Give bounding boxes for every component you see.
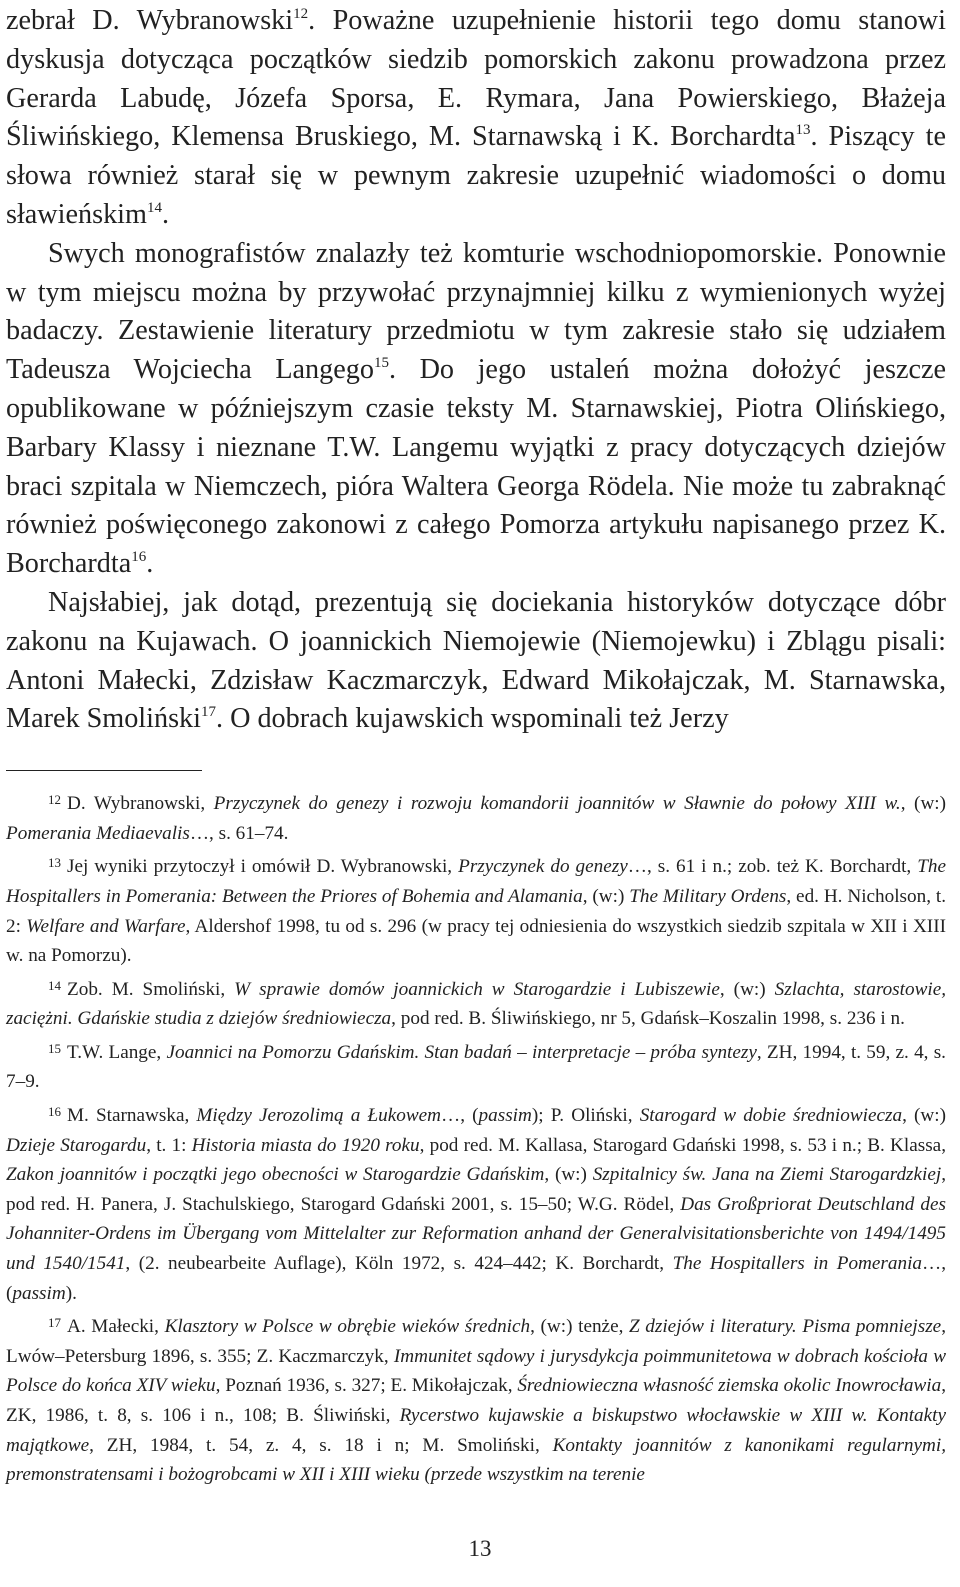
footnote-14: $^{14}$ Zob. M. Smoliński, W sprawie domów joannickich w Starogardzie i Lubiszewie, (w:) Szlachta, starostowie, zaciężni. Gdańskie studia z dziejów średniowiecza, pod red. B. Śliwińskiego, nr 5, Gdańsk–Koszalin 1998, s. 236 i n.: [6, 977, 947, 1030]
footnote-separator: [6, 770, 202, 771]
footnote-16: $^{16}$ M. Starnawska, Między Jerozolimą a Łukowem…, (passim); P. Oliński, Starogard w dobie średniowiecza, (w:) Dzieje Starogardu, t. 1: Historia miasta do 1920 roku, pod red. M. Kallasa, Starogard Gdański 1998, s. 53 i n.; B. Klassa, Zakon joannitów i początki jego obecności w Starogardzie Gdańskim, (w:) Szpitalnicy św. Jana na Ziemi Starogardzkiej, pod red. H. Panera, J. Stachulskiego, Starogard Gdański 2001, s. 15–50; W.G. Rödel, Das Großpriorat Deutschland des Johanniter-Ordens im Übergang vom Mittelalter zur Reformation anhand der Generalvisitationsberichte von 1494/1495 und 1540/1541, (2. neubearbeite Auflage), Köln 1972, s. 424–442; K. Borchardt, The Hospitallers in Pomerania…, (passim).: [6, 1104, 947, 1304]
footnote-ref-17[interactable]: 17: [200, 704, 216, 721]
footnotes: [6, 785, 946, 1490]
page: [6, 2, 946, 1490]
footnote-17: $^{17}$ A. Małecki, Klasztory w Polsce w obrębie wieków średnich, (w:) tenże, Z dziejów i literatury. Pisma pomniejsze, Lwów–Petersburg 1896, s. 355; Z. Kaczmarczyk, Immunitet sądowy i jurysdykcja poimmunitetowa w dobrach kościoła w Polsce do końca XIV wieku, Poznań 1936, s. 327; E. Mikołajczak, Średniowieczna własność ziemska okolic Inowrocławia, ZK, 1986, t. 8, s. 106 i n., 108; B. Śliwiński, Rycerstwo kujawskie a biskupstwo włocławskie w XIII w. Kontakty majątkowe, ZH, 1984, t. 54, z. 4, s. 18 i n; M. Smoliński, Kontakty joannitów z kanonikami regularnymi, premonstratensami i bożogrobcami w XII i XIII wieku (przede wszystkim na terenie: [6, 1315, 947, 1486]
paragraph-3: Najsłabiej, jak dotąd, prezentują się dociekania historyków dotyczące dóbr zakonu na Kujawach. O joannickich Niemojewie (Niemojewku) i Zblągu pisali: Antoni Małecki, Zdzisław Kaczmarczyk, Edward Mikołajczak, M. Starnawska, Marek Smoliński$^{17}$. O dobrach kujawskich wspominali też Jerzy: [6, 586, 946, 735]
paragraph-2: Swych monografistów znalazły też komturie wschodniopomorskie. Ponownie w tym miejscu można by przywołać przynajmniej kilku z wymienionych wyżej badaczy. Zestawienie literatury przedmiotu w tym zakresie stało się udziałem Tadeusza Wojciecha Langego$^{15}$. Do jego ustaleń można dołożyć jeszcze opublikowane w późniejszym czasie teksty M. Starnawskiej, Piotra Olińskiego, Barbary Klassy i nieznane T.W. Langemu wyjątki z pracy dotyczących dziejów braci szpitala w Niemczech, pióra Waltera Georga Rödela. Nie może tu zabraknąć również poświęconego zakonowi z całego Pomorza artykułu napisanego przez K. Borchardta$^{16}$.: [6, 237, 946, 580]
footnote-15: $^{15}$ T.W. Lange, Joannici na Pomorzu Gdańskim. Stan badań – interpretacje – próba syntezy, ZH, 1994, t. 59, z. 4, s. 7–9.: [6, 1040, 946, 1093]
footnote-12: $^{12}$ D. Wybranowski, Przyczynek do genezy i rozwoju komandorii joannitów w Sławnie do połowy XIII w., (w:) Pomerania Mediaevalis…, s. 61–74.: [6, 792, 947, 844]
footnote-13: $^{13}$ Jej wyniki przytoczył i omówił D. Wybranowski, Przyczynek do genezy…, s. 61 i n.; zob. też K. Borchardt, The Hospitallers in Pomerania: Between the Priores of Bohemia and Alamania, (w:) The Military Ordens, ed. H. Nicholson, t. 2: Welfare and Warfare, Aldershof 1998, tu od s. 296 (w pracy tej odniesienia do wszystkich siedzib szpitala w XII i XIII w. na Pomorzu).: [6, 855, 947, 967]
footnote-ref-13[interactable]: 13: [795, 122, 811, 139]
footnote-ref-16[interactable]: 16: [131, 549, 147, 566]
page-number: 13: [468, 1536, 492, 1561]
paragraph-1: zebrał D. Wybranowski$^{12}$. Poważne uzupełnienie historii tego domu stanowi dyskusja dotycząca początków siedzib pomorskich zakonu prowadzona przez Gerarda Labudę, Józefa Sporsa, E. Rymara, Jana Powierskiego, Błażeja Śliwińskiego, Klemensa Bruskiego, M. Starnawską i K. Borchardta$^{13}$. Piszący te słowa również starał się w pewnym zakresie uzupełnić wiadomości o domu sławieńskim$^{14}$.: [6, 5, 946, 230]
footnote-ref-15[interactable]: 15: [373, 355, 389, 372]
footnote-ref-12[interactable]: 12: [293, 6, 309, 22]
main-text: [6, 2, 946, 739]
footnote-ref-14[interactable]: 14: [146, 199, 162, 216]
